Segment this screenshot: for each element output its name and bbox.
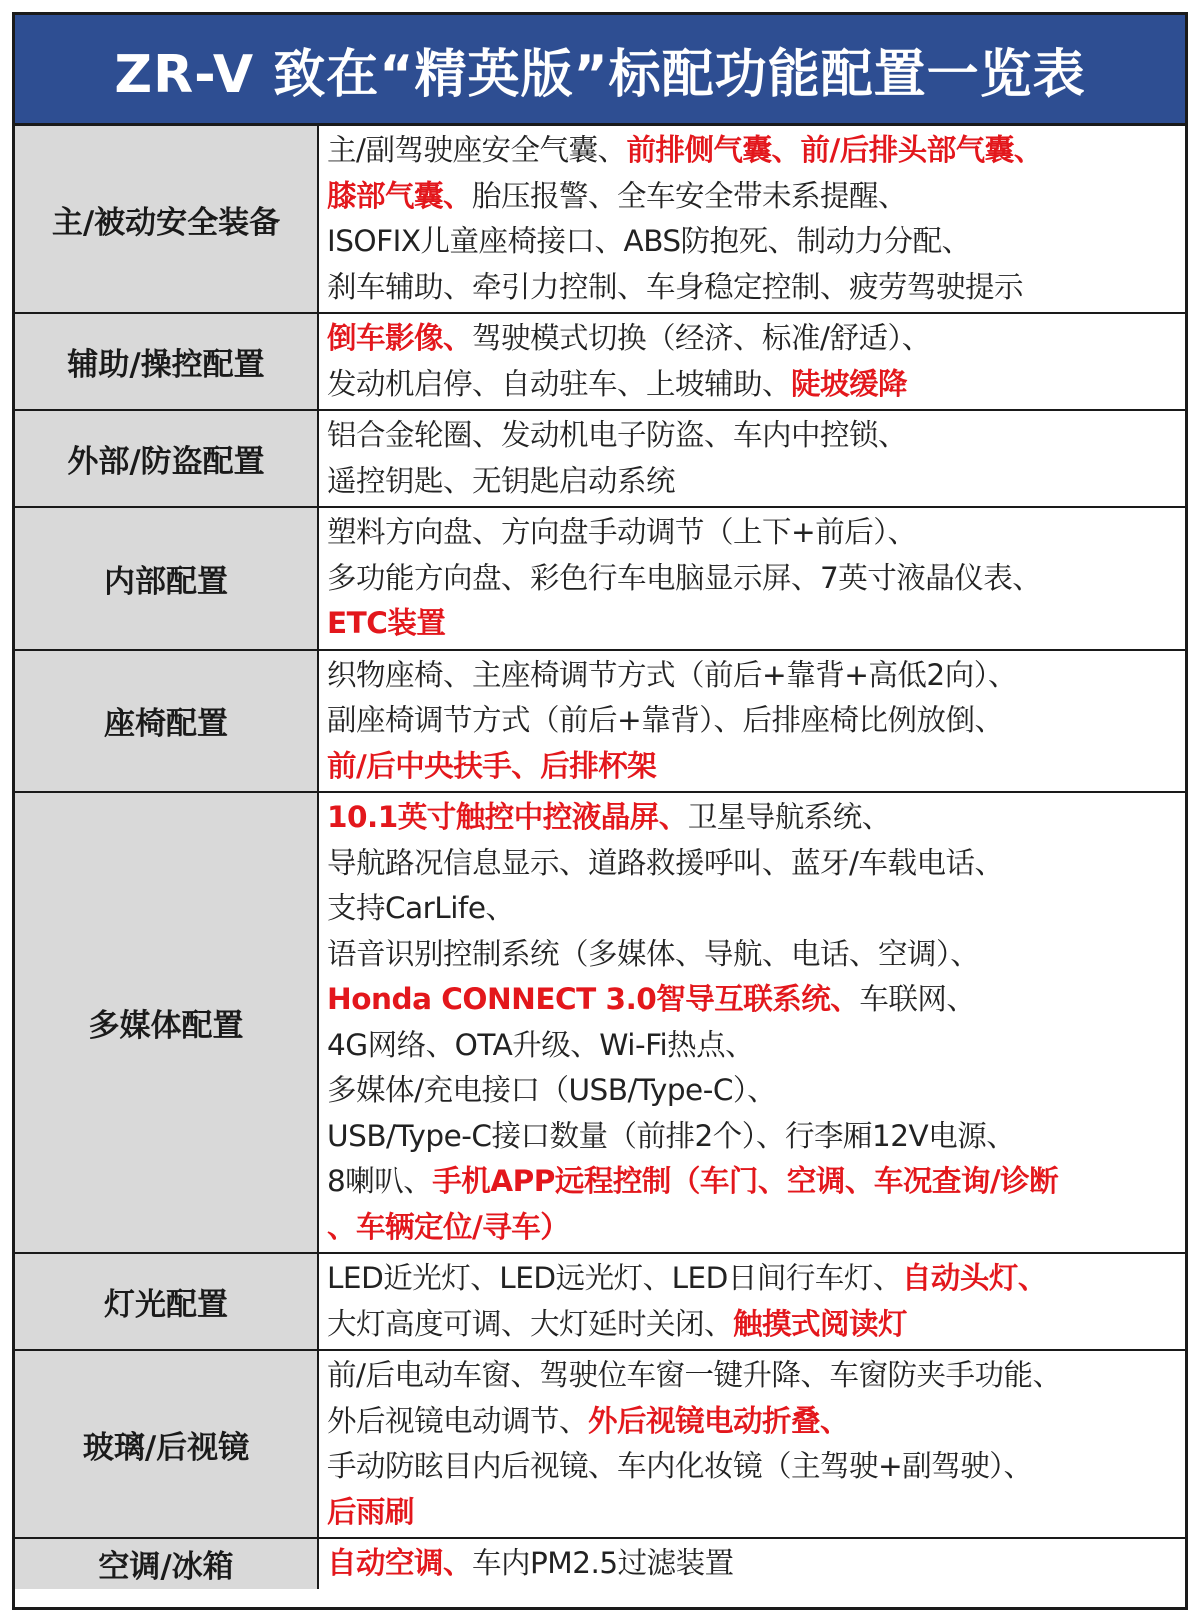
feature-text: 车联网、: [859, 982, 976, 1016]
feature-text: 车内PM2.5过滤装置: [472, 1546, 734, 1580]
category-label: 辅助/操控配置: [15, 313, 318, 410]
feature-text: 支持CarLife、: [327, 891, 515, 925]
highlighted-feature: 前排侧气囊、前/后排头部气囊、: [626, 133, 1043, 167]
feature-text: 织物座椅、主座椅调节方式（前后+靠背+高低2向）、: [327, 657, 1017, 692]
feature-line: [327, 1205, 1177, 1251]
table-row: [15, 792, 1185, 1253]
highlighted-feature: 外后视镜电动折叠、: [588, 1403, 850, 1438]
category-label: 玻璃/后视镜: [15, 1350, 318, 1538]
feature-text: 塑料方向盘、方向盘手动调节（上下+前后）、: [327, 515, 917, 549]
highlighted-feature: 手机APP远程控制（车门、空调、车况查询/诊断: [432, 1164, 1059, 1198]
category-label: 外部/防盗配置: [15, 410, 318, 507]
feature-text: 多媒体/充电接口（USB/Type-C）、: [327, 1073, 777, 1107]
feature-line: [327, 841, 1177, 887]
feature-line: [327, 1114, 1177, 1160]
highlighted-feature: 自动头灯、: [901, 1261, 1047, 1295]
feature-text: 胎压报警、全车安全带未系提醒、: [472, 178, 908, 213]
feature-line: [327, 1399, 1177, 1445]
feature-line: [327, 265, 1177, 311]
feature-list: [318, 126, 1185, 313]
feature-list: [318, 507, 1185, 650]
feature-line: [327, 698, 1177, 744]
table-row: [15, 507, 1185, 650]
config-table: [15, 126, 1185, 1589]
feature-line: [327, 174, 1177, 220]
feature-list: [318, 792, 1185, 1253]
feature-line: [327, 459, 1177, 505]
feature-line: [327, 795, 1177, 841]
highlighted-feature: ETC装置: [327, 606, 446, 640]
highlighted-feature: 10.1英寸触控中控液晶屏、: [327, 800, 688, 834]
feature-line: [327, 1444, 1177, 1490]
feature-text: 多功能方向盘、彩色行车电脑显示屏、7英寸液晶仪表、: [327, 560, 1042, 595]
feature-text: 大灯高度可调、大灯延时关闭、: [327, 1306, 734, 1341]
feature-text: LED近光灯、LED远光灯、LED日间行车灯、: [327, 1261, 902, 1295]
feature-list: [318, 650, 1185, 793]
feature-list: [318, 1350, 1185, 1538]
feature-line: [327, 601, 1177, 647]
feature-text: ISOFIX儿童座椅接口、ABS防抱死、制动力分配、: [327, 224, 971, 258]
highlighted-feature: Honda CONNECT 3.0智导互联系统、: [327, 982, 860, 1016]
feature-line: [327, 556, 1177, 602]
feature-text: 前/后电动车窗、驾驶位车窗一键升降、车窗防夹手功能、: [327, 1358, 1062, 1392]
feature-text: 发动机启停、自动驻车、上坡辅助、: [327, 366, 792, 401]
feature-text: 语音识别控制系统（多媒体、导航、电话、空调）、: [327, 936, 980, 971]
feature-line: [327, 362, 1177, 408]
category-label: 空调/冰箱: [15, 1538, 318, 1589]
feature-text: USB/Type-C接口数量（前排2个）、行李厢12V电源、: [327, 1118, 1016, 1153]
table-row: [15, 410, 1185, 507]
category-label: 灯光配置: [15, 1253, 318, 1350]
feature-line: [327, 1159, 1177, 1205]
feature-list: [318, 1538, 1185, 1589]
category-label: 座椅配置: [15, 650, 318, 793]
feature-line: [327, 128, 1177, 174]
feature-text: 主/副驾驶座安全气囊、: [327, 133, 627, 167]
feature-line: [327, 744, 1177, 790]
feature-line: [327, 977, 1177, 1023]
feature-text: 刹车辅助、牵引力控制、车身稳定控制、疲劳驾驶提示: [327, 269, 1024, 304]
feature-text: 遥控钥匙、无钥匙启动系统: [327, 463, 676, 498]
highlighted-feature: 后雨刷: [327, 1494, 415, 1529]
feature-list: [318, 410, 1185, 507]
feature-line: [327, 219, 1177, 265]
highlighted-feature: 前/后中央扶手、后排杯架: [327, 748, 657, 783]
highlighted-feature: 膝部气囊、: [327, 178, 473, 213]
highlighted-feature: 触摸式阅读灯: [733, 1306, 908, 1341]
feature-list: [318, 1253, 1185, 1350]
page-title: ZR-V 致在“精英版”标配功能配置一览表: [15, 15, 1185, 126]
feature-text: 驾驶模式切换（经济、标准/舒适）、: [472, 321, 931, 355]
feature-text: 导航路况信息显示、道路救援呼叫、蓝牙/车载电话、: [327, 845, 1004, 880]
table-row: [15, 1253, 1185, 1350]
table-row: [15, 313, 1185, 410]
feature-list: [318, 313, 1185, 410]
feature-text: 副座椅调节方式（前后+靠背）、后排座椅比例放倒、: [327, 703, 1004, 737]
feature-text: 4G网络、OTA升级、Wi-Fi热点、: [327, 1027, 755, 1062]
feature-line: [327, 653, 1177, 699]
feature-text: 8喇叭、: [327, 1164, 433, 1198]
table-row: [15, 126, 1185, 313]
table-row: [15, 1350, 1185, 1538]
feature-line: [327, 1353, 1177, 1399]
feature-line: [327, 1068, 1177, 1114]
highlighted-feature: 倒车影像、: [327, 321, 473, 355]
feature-line: [327, 316, 1177, 362]
highlighted-feature: 、车辆定位/寻车）: [327, 1209, 570, 1244]
table-row: [15, 650, 1185, 793]
feature-line: [327, 1256, 1177, 1302]
config-sheet: [12, 12, 1188, 1610]
category-label: 内部配置: [15, 507, 318, 650]
highlighted-feature: 自动空调、: [327, 1546, 473, 1580]
table-row: [15, 1538, 1185, 1589]
feature-line: [327, 510, 1177, 556]
feature-text: 卫星导航系统、: [687, 800, 891, 834]
feature-text: 外后视镜电动调节、: [327, 1403, 589, 1438]
highlighted-feature: 陡坡缓降: [791, 366, 908, 401]
feature-line: [327, 1023, 1177, 1069]
feature-text: 手动防眩目内后视镜、车内化妆镜（主驾驶+副驾驶）、: [327, 1449, 1033, 1483]
category-label: 主/被动安全装备: [15, 126, 318, 313]
feature-text: 铝合金轮圈、发动机电子防盗、车内中控锁、: [327, 418, 908, 452]
config-table-body: [15, 126, 1185, 1589]
feature-line: [327, 413, 1177, 459]
feature-line: [327, 1490, 1177, 1536]
feature-line: [327, 886, 1177, 932]
feature-line: [327, 1541, 1177, 1587]
feature-line: [327, 932, 1177, 978]
category-label: 多媒体配置: [15, 792, 318, 1253]
feature-line: [327, 1302, 1177, 1348]
